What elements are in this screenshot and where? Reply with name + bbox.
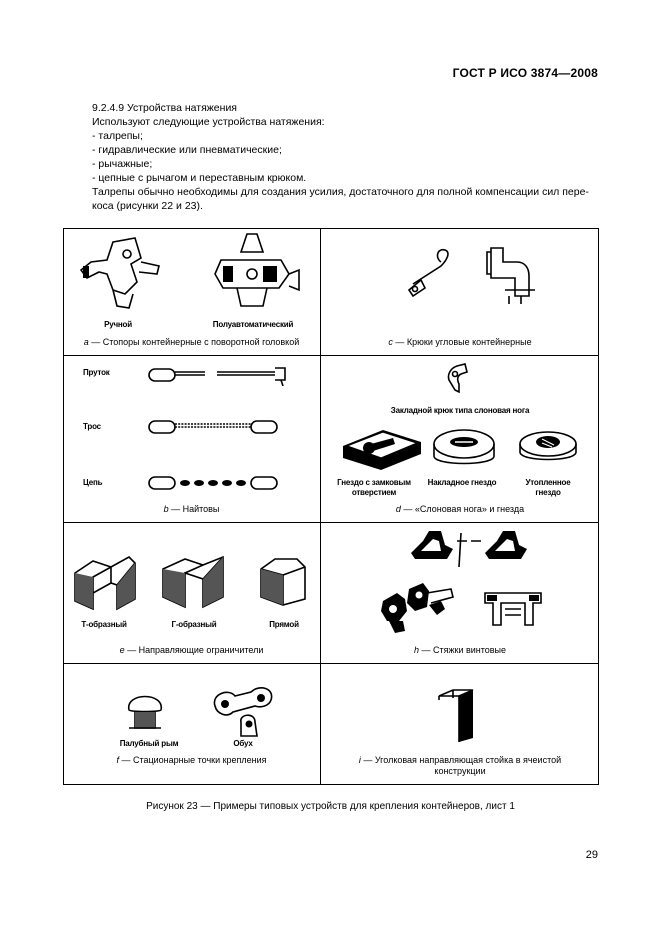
label-flush-socket: Утопленное гнездо <box>525 478 571 497</box>
rod-lashing-drawing <box>145 364 305 386</box>
page-number: 29 <box>585 849 598 861</box>
section-intro: Используют следующие устройства натяжения: <box>92 116 325 128</box>
cell-f <box>63 664 320 785</box>
cell-a <box>63 228 320 355</box>
label-manual: Ручной <box>104 320 132 329</box>
list-item: - талрепы; <box>92 130 143 142</box>
manual-twistlock-drawing <box>73 234 173 314</box>
semiautomatic-twistlock-drawing <box>203 230 303 316</box>
cell-h <box>321 523 599 663</box>
cable-lashing-drawing <box>145 416 305 438</box>
label-deck-ring: Палубный рым <box>119 739 179 748</box>
keyhole-socket-drawing <box>337 426 427 474</box>
surface-socket-drawing <box>431 424 497 472</box>
cell-c <box>321 228 599 355</box>
label-rod: Пруток <box>83 368 110 377</box>
label-cable: Трос <box>83 422 101 431</box>
label-l-guide: Г-образный <box>171 620 217 629</box>
cell-e <box>63 523 320 663</box>
label-straight-guide: Прямой <box>269 620 299 629</box>
list-item: - рычажные; <box>92 158 153 170</box>
lug-drawing <box>209 678 279 742</box>
corner-hook-elbow-drawing <box>481 242 541 306</box>
document-header: ГОСТ Р ИСО 3874—2008 <box>452 66 598 80</box>
label-semiautomatic: Полуавтоматический <box>212 320 294 329</box>
caption-c: с — Крюки угловые контейнерные <box>388 337 532 347</box>
label-surface-socket: Накладное гнездо <box>427 478 497 487</box>
caption-d: d — «Слоновая нога» и гнезда <box>395 504 525 514</box>
screw-bridge-fitting-drawing <box>379 581 459 637</box>
deck-ring-drawing <box>119 682 171 736</box>
caption-e: е — Направляющие ограничители <box>119 645 264 655</box>
bridge-fitting-drawing <box>407 527 531 571</box>
section-heading: 9.2.4.9 Устройства натяжения <box>92 102 237 114</box>
list-item: - гидравлические или пневматические; <box>92 144 282 156</box>
label-lug: Обух <box>233 739 253 748</box>
cell-b <box>63 356 320 522</box>
list-item: - цепные с рычагом и переставным крюком. <box>92 172 307 184</box>
caption-a: а — Стопоры контейнерные с поворотной головкой <box>83 337 300 347</box>
label-chain: Цепь <box>83 478 103 487</box>
flush-socket-drawing <box>517 426 579 470</box>
corner-hook-drawing <box>401 244 461 304</box>
t-guide-drawing <box>71 549 139 611</box>
label-t-guide: Т-образный <box>81 620 127 629</box>
caption-f: f — Стационарные точки крепления <box>116 755 267 765</box>
label-keyhole-socket: Гнездо с замковым отверстием <box>337 478 411 497</box>
cell-d <box>321 356 599 522</box>
chain-lashing-drawing <box>145 472 305 494</box>
caption-b: b — Найтовы <box>163 504 220 514</box>
elephant-foot-hook-drawing <box>435 360 475 398</box>
caption-h: h — Стяжки винтовые <box>413 645 507 655</box>
tension-bridge-fitting-drawing <box>481 587 545 633</box>
straight-guide-drawing <box>257 553 309 609</box>
cell-i <box>321 664 599 785</box>
l-guide-drawing <box>159 549 227 611</box>
section-paragraph: Талрепы обычно необходимы для создания усилия, достаточного для полной компенсации сил пере-коса (рисунки 22 и 23). <box>92 186 589 212</box>
figure-caption: Рисунок 23 — Примеры типовых устройств для крепления контейнеров, лист 1 <box>146 801 515 812</box>
cell-guide-post-drawing <box>433 686 483 746</box>
caption-i: i — Уголковая направляющая стойка в ячеистой конструкции <box>358 755 562 776</box>
label-elephant-hook: Закладной крюк типа слоновая нога <box>390 406 530 415</box>
